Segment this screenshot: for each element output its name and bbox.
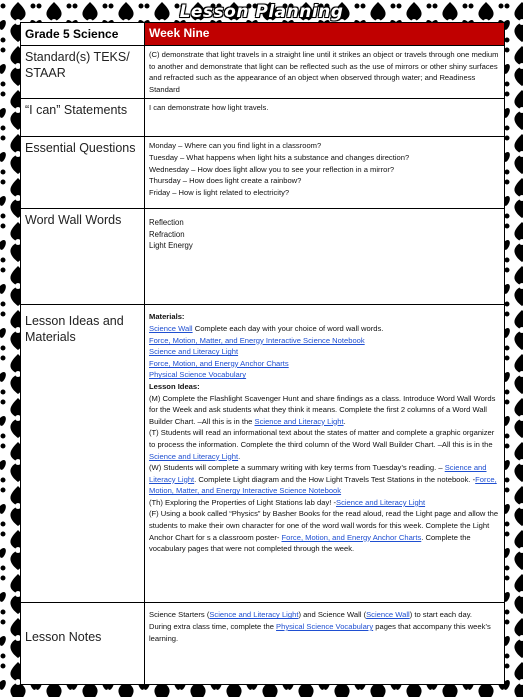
week-cell: Week Nine <box>145 23 505 46</box>
anchor-charts-link[interactable]: Force, Motion, and Energy Anchor Charts <box>149 358 289 368</box>
question-tuesday: Tuesday – What happens when light hits a substance and changes direction? <box>149 152 410 162</box>
word-light-energy: Light Energy <box>149 241 193 251</box>
idea-tuesday: (T) Students will read an informational text about the states of matter and complete a graphic organizer to process the information. Complete the third column of the Word Wall Builder Chart. –All this is in the Science and Literacy Light. <box>149 428 495 461</box>
idea-friday-text2: . Complete the vocabulary pages that were not completed through the week. <box>149 532 471 554</box>
idea-wednesday <box>149 462 500 497</box>
notes-literacy-link[interactable]: Science and Literacy Light <box>209 610 299 620</box>
notes-text-3: ) to start each day. <box>409 610 473 620</box>
word-wall-row <box>21 209 505 305</box>
lesson-ideas-row <box>21 305 505 603</box>
idea-wednesday-link2[interactable]: Force, Motion, Matter, and Energy Interactive Science Notebook <box>149 474 497 496</box>
material-science-wall <box>149 323 500 335</box>
lesson-ideas-content <box>145 305 505 603</box>
page-title: Lesson Planning <box>179 2 344 22</box>
ican-text: I can demonstrate how light travels. <box>145 99 505 137</box>
idea-monday-text: (M) Complete the Flashlight Scavenger Hunt and share findings as a class. Introduce Word Wall Words for the Week and ask students what they think it means. Complete the first 2 columns of a Word Wall Builder Chart. –All this is in the <box>149 393 496 426</box>
material-anchor <box>149 358 500 370</box>
notes-vocab-link[interactable]: Physical Science Vocabulary <box>276 621 374 631</box>
question-monday: Monday – Where can you find light in a classroom? <box>149 141 322 151</box>
materials-heading: Materials: <box>149 312 185 322</box>
idea-friday-text: (F) Using a book called “Physics” by Basher Books for the read aloud, read the Light page and allow the students to make their own character for one of the word wall words for this week. Complete the Light Anchor Chart for s a classroom poster- <box>149 509 499 542</box>
science-wall-link[interactable]: Science Wall <box>149 323 193 333</box>
essential-questions-row <box>21 137 505 209</box>
notes-text-2: ) and Science Wall ( <box>298 610 367 620</box>
lesson-notes-row <box>21 603 505 685</box>
idea-thursday-text: (Th) Exploring the Properties of Light Stations lab day! - <box>149 497 336 507</box>
notes-text-4: During extra class time, complete the <box>149 621 277 631</box>
idea-monday: (M) Complete the Flashlight Scavenger Hunt and share findings as a class. Introduce Word Wall Words for the Week and ask students what they think it means. Complete the first 2 columns of a Word Wall Builder Chart. –All this is in the Science and Literacy Light. <box>149 393 496 426</box>
lesson-ideas-label: Lesson Ideas and Materials <box>21 305 145 603</box>
idea-friday-link[interactable]: Force, Motion, and Energy Anchor Charts <box>281 532 422 542</box>
grade-cell: Grade 5 Science <box>21 23 145 46</box>
standards-text: (C) demonstrate that light travels in a straight line until it strikes an object or travels through one medium to another and demonstrate that light can be reflected such as the use of mirrors or other shiny surfaces and refracted such as the appearance of an object when observed through water; and Readiness Standard <box>145 46 505 99</box>
word-refraction: Refraction <box>149 229 185 239</box>
notes-science-wall-link[interactable]: Science Wall <box>366 610 410 620</box>
question-wednesday: Wednesday – How does light allow you to see your reflection in a mirror? <box>149 164 395 174</box>
essential-questions-label: Essential Questions <box>21 137 145 209</box>
idea-wednesday-link[interactable]: Science and Literacy Light <box>149 463 487 484</box>
lesson-plan-table <box>20 22 505 685</box>
ideas-heading: Lesson Ideas: <box>149 381 200 391</box>
standards-label: Standard(s) TEKS/ STAAR <box>21 46 145 99</box>
header-row <box>21 23 505 46</box>
notes-text-1: Science Starters ( <box>149 610 210 620</box>
ican-row <box>21 99 505 137</box>
idea-tuesday-link[interactable]: Science and Literacy Light <box>149 451 239 461</box>
vocabulary-link[interactable]: Physical Science Vocabulary <box>149 370 247 380</box>
word-wall-label: Word Wall Words <box>21 209 145 305</box>
lesson-notes-label: Lesson Notes <box>21 603 145 685</box>
idea-wednesday-text: (W) Students will complete a summary writing with key terms from Tuesday’s reading. – <box>149 463 445 473</box>
lesson-notes-content <box>145 603 505 685</box>
literacy-light-link[interactable]: Science and Literacy Light <box>149 347 239 357</box>
idea-tuesday-text: (T) Students will read an informational text about the states of matter and complete a graphic organizer to process the information. Complete the third column of the Word Wall Builder Chart. –All this is in the <box>149 428 495 449</box>
notes-line-2 <box>149 621 500 644</box>
science-wall-text: Complete each day with your choice of word wall words. <box>192 323 384 333</box>
idea-thursday-link[interactable]: Science and Literacy Light <box>336 497 426 507</box>
idea-monday-link[interactable]: Science and Literacy Light <box>254 416 344 426</box>
notes-text-5: pages that accompany this week’s learning. <box>149 621 491 643</box>
question-friday: Friday – How is light related to electricity? <box>149 187 290 197</box>
question-thursday: Thursday – How does light create a rainbow? <box>149 176 302 186</box>
material-vocab <box>149 369 500 381</box>
material-literacy <box>149 346 500 358</box>
idea-thursday <box>149 497 500 509</box>
word-wall-list <box>145 209 505 305</box>
ican-label: “I can” Statements <box>21 99 145 137</box>
word-reflection: Reflection <box>149 218 184 228</box>
idea-wednesday-text2: . Complete Light diagram and the How Light Travels Test Stations in the notebook. - <box>194 474 476 484</box>
notebook-link[interactable]: Force, Motion, Matter, and Energy Interactive Science Notebook <box>149 335 365 345</box>
idea-friday <box>149 508 500 554</box>
standards-row <box>21 46 505 99</box>
material-notebook <box>149 335 500 347</box>
notes-line-1 <box>149 609 500 621</box>
essential-questions-list <box>145 137 505 209</box>
